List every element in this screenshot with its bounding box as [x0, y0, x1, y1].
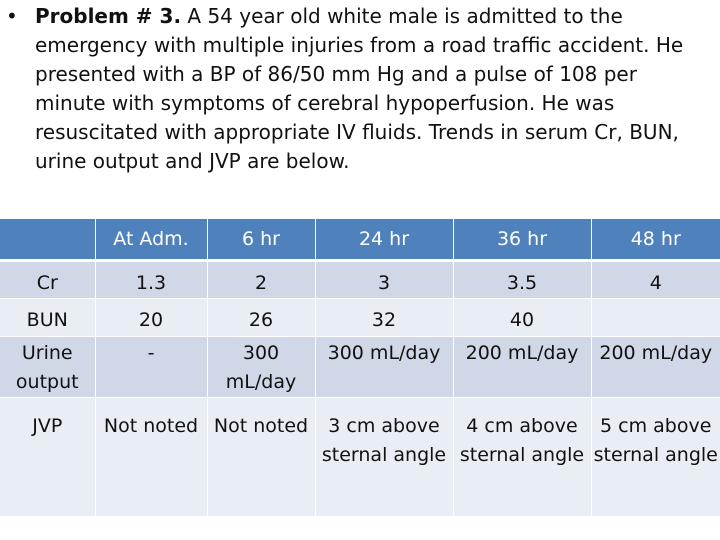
problem-paragraph: [35, 2, 706, 176]
table-cell: Not noted: [207, 398, 315, 517]
table-cell: [591, 299, 720, 337]
row-label: BUN: [0, 299, 95, 337]
problem-heading: Problem # 3.: [35, 4, 182, 28]
table-cell: 3.5: [453, 261, 591, 299]
table-cell: 200 mL/day: [591, 337, 720, 398]
table-row-jvp: [0, 398, 720, 517]
header-48hr: 48 hr: [591, 219, 720, 261]
table-row-bun: [0, 299, 720, 337]
header-at-admission: At Adm.: [95, 219, 207, 261]
table-cell: 5 cm above sternal angle: [591, 398, 720, 517]
table-cell: 2: [207, 261, 315, 299]
table-cell: 20: [95, 299, 207, 337]
table-cell: 4 cm above sternal angle: [453, 398, 591, 517]
table-cell: 300 mL/day: [207, 337, 315, 398]
table-header-row: [0, 219, 720, 261]
header-corner: [0, 219, 95, 261]
table-cell: 200 mL/day: [453, 337, 591, 398]
table-cell: 40: [453, 299, 591, 337]
table-cell: 3 cm above sternal angle: [315, 398, 453, 517]
table-cell: Not noted: [95, 398, 207, 517]
row-label: Urine output: [0, 337, 95, 398]
table-row-urine-output: [0, 337, 720, 398]
table-cell: 1.3: [95, 261, 207, 299]
problem-text: [6, 2, 706, 176]
table-cell: 4: [591, 261, 720, 299]
table-row-cr: [0, 261, 720, 299]
trend-table: [0, 219, 720, 517]
table-cell: 3: [315, 261, 453, 299]
problem-body: A 54 year old white male is admitted to the emergency with multiple injuries from a road traffic accident. He presented with a BP of 86/50 mm Hg and a pulse of 108 per minute with symptoms of cerebral hypoperfusion. He was resuscitated with appropriate IV fluids. Trends in serum Cr, BUN, urine output and JVP are below.: [35, 4, 684, 173]
bullet-dot: •: [6, 4, 18, 28]
header-36hr: 36 hr: [453, 219, 591, 261]
header-6hr: 6 hr: [207, 219, 315, 261]
table-cell: 300 mL/day: [315, 337, 453, 398]
table-cell: 26: [207, 299, 315, 337]
row-label: JVP: [0, 398, 95, 517]
table-cell: -: [95, 337, 207, 398]
row-label: Cr: [0, 261, 95, 299]
table-cell: 32: [315, 299, 453, 337]
header-24hr: 24 hr: [315, 219, 453, 261]
